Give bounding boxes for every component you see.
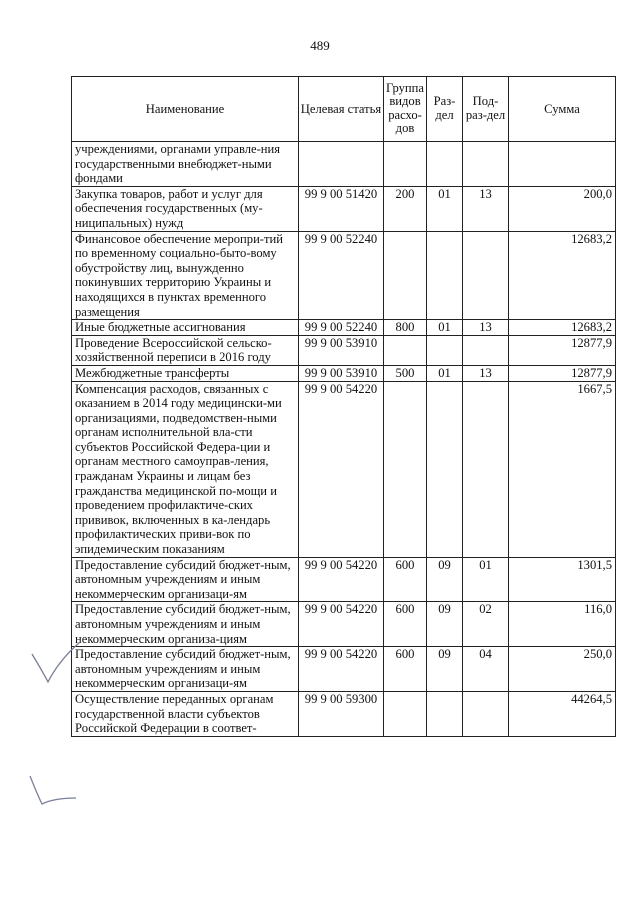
cell-sum: 250,0	[509, 647, 616, 692]
table-row	[72, 320, 616, 336]
budget-table	[71, 76, 616, 737]
cell-subsection	[463, 381, 509, 557]
cell-target-article	[299, 142, 384, 187]
cell-subsection: 13	[463, 320, 509, 336]
cell-subsection	[463, 142, 509, 187]
header-sum: Сумма	[509, 77, 616, 142]
cell-sum: 1301,5	[509, 557, 616, 602]
table-row	[72, 557, 616, 602]
cell-sum: 44264,5	[509, 691, 616, 736]
cell-sum: 200,0	[509, 186, 616, 231]
table-row	[72, 647, 616, 692]
cell-name: Предоставление субсидий бюджет-ным, автономным учреждениям и иным некоммерческим организаци-ям	[72, 557, 299, 602]
cell-expense-group: 600	[384, 557, 427, 602]
cell-subsection: 04	[463, 647, 509, 692]
cell-section: 09	[427, 602, 463, 647]
table-row	[72, 365, 616, 381]
cell-sum: 1667,5	[509, 381, 616, 557]
table-row	[72, 142, 616, 187]
cell-subsection	[463, 231, 509, 320]
header-target-article: Целевая статья	[299, 77, 384, 142]
cell-target-article: 99 9 00 54220	[299, 647, 384, 692]
cell-target-article: 99 9 00 54220	[299, 557, 384, 602]
cell-sum: 116,0	[509, 602, 616, 647]
cell-sum: 12683,2	[509, 320, 616, 336]
cell-sum: 12877,9	[509, 335, 616, 365]
cell-expense-group	[384, 335, 427, 365]
cell-section	[427, 691, 463, 736]
header-section	[427, 77, 463, 142]
cell-subsection: 01	[463, 557, 509, 602]
cell-target-article: 99 9 00 54220	[299, 381, 384, 557]
header-subsection-text: Под-раз-дел	[465, 94, 506, 122]
cell-target-article: 99 9 00 53910	[299, 335, 384, 365]
cell-expense-group: 500	[384, 365, 427, 381]
cell-target-article: 99 9 00 52240	[299, 320, 384, 336]
cell-section: 01	[427, 320, 463, 336]
cell-name: Проведение Всероссийской сельско-хозяйственной переписи в 2016 году	[72, 335, 299, 365]
cell-expense-group	[384, 691, 427, 736]
table-row	[72, 186, 616, 231]
cell-name: Финансовое обеспечение меропри-тий по временному социально-быто-вому обустройству лиц, вынужденно покинувших территорию Украины и находящихся в пунктах временного размещения	[72, 231, 299, 320]
cell-subsection	[463, 691, 509, 736]
table-row	[72, 231, 616, 320]
cell-section	[427, 381, 463, 557]
header-expense-group	[384, 77, 427, 142]
cell-expense-group: 600	[384, 602, 427, 647]
table-row	[72, 335, 616, 365]
cell-section	[427, 231, 463, 320]
cell-target-article: 99 9 00 51420	[299, 186, 384, 231]
cell-target-article: 99 9 00 52240	[299, 231, 384, 320]
cell-expense-group	[384, 142, 427, 187]
cell-name: Предоставление субсидий бюджет-ным, автономным учреждениям и иным некоммерческим организа-циям	[72, 602, 299, 647]
cell-name: Предоставление субсидий бюджет-ным, автономным учреждениям и иным некоммерческим организаци-ям	[72, 647, 299, 692]
table-header-row	[72, 77, 616, 142]
header-name: Наименование	[72, 77, 299, 142]
cell-name: Межбюджетные трансферты	[72, 365, 299, 381]
cell-target-article: 99 9 00 54220	[299, 602, 384, 647]
cell-subsection: 13	[463, 186, 509, 231]
cell-subsection: 02	[463, 602, 509, 647]
cell-expense-group: 800	[384, 320, 427, 336]
table-row	[72, 691, 616, 736]
table-row	[72, 381, 616, 557]
cell-section: 09	[427, 647, 463, 692]
header-expense-group-text: Группа видов расхо-дов	[386, 80, 424, 136]
cell-target-article: 99 9 00 53910	[299, 365, 384, 381]
cell-name: Закупка товаров, работ и услуг для обеспечения государственных (му-ниципальных) нужд	[72, 186, 299, 231]
cell-name: Осуществление переданных органам государственной власти субъектов Российской Федерации в соответ-	[72, 691, 299, 736]
cell-section	[427, 142, 463, 187]
cell-subsection	[463, 335, 509, 365]
cell-expense-group	[384, 381, 427, 557]
cell-name: Иные бюджетные ассигнования	[72, 320, 299, 336]
pen-check-mark	[24, 770, 80, 810]
header-section-text: Раз-дел	[433, 94, 456, 122]
cell-section: 01	[427, 186, 463, 231]
cell-expense-group	[384, 231, 427, 320]
cell-sum	[509, 142, 616, 187]
cell-name: учреждениями, органами управле-ния государственными внебюджет-ными фондами	[72, 142, 299, 187]
cell-subsection: 13	[463, 365, 509, 381]
header-subsection	[463, 77, 509, 142]
cell-name: Компенсация расходов, связанных с оказанием в 2014 году медицински-ми организациями, подведомствен-ными органам исполнительной вла-сти субъектов Российской Федера-ции и органам местного самоуправ-ления, гражданам Украины и лицам без гражданства медицинской по-мощи и проведением профилактиче-ских прививок, включенных в ка-лендарь профилактических приви-вок по эпидемическим показаниям	[72, 381, 299, 557]
cell-section: 09	[427, 557, 463, 602]
cell-expense-group: 600	[384, 647, 427, 692]
pen-check-mark	[28, 636, 84, 686]
cell-section: 01	[427, 365, 463, 381]
table-row	[72, 602, 616, 647]
cell-sum: 12683,2	[509, 231, 616, 320]
cell-expense-group: 200	[384, 186, 427, 231]
cell-section	[427, 335, 463, 365]
cell-sum: 12877,9	[509, 365, 616, 381]
cell-target-article: 99 9 00 59300	[299, 691, 384, 736]
table-body	[72, 142, 616, 737]
page-number: 489	[310, 38, 330, 53]
